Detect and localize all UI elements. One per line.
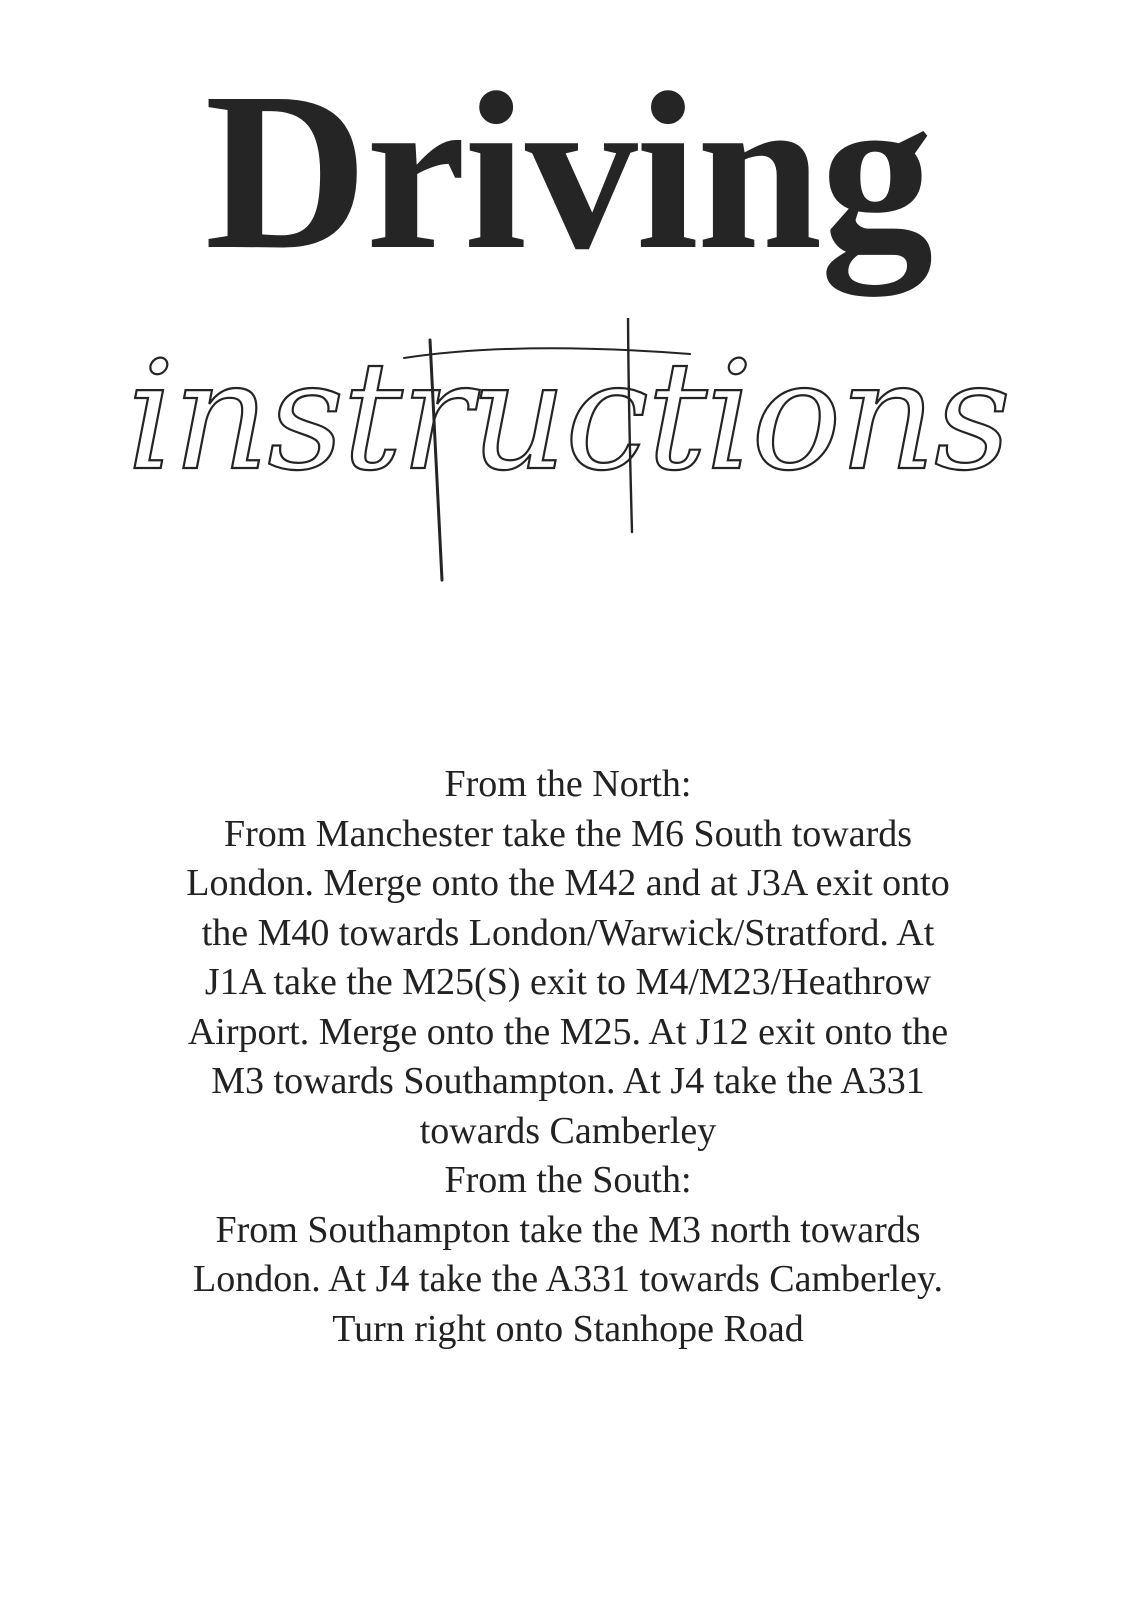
north-directions-line: From Manchester take the M6 South towards <box>223 812 913 855</box>
page-subtitle-script <box>0 318 1136 608</box>
north-heading: From the North: <box>444 763 692 805</box>
north-directions-line: M3 towards Southampton. At J4 take the A331 <box>211 1060 925 1102</box>
north-directions-line: the M40 towards London/Warwick/Stratford. At <box>201 911 935 954</box>
north-directions-line: London. Merge onto the M42 and at J3A exit onto <box>186 862 950 904</box>
script-subtitle-graphic <box>0 318 1136 608</box>
north-directions-line: J1A take the M25(S) exit to M4/M23/Heathrow <box>204 961 932 1003</box>
south-directions-line: From Southampton take the M3 north towards <box>215 1208 921 1251</box>
south-directions-line: London. At J4 take the A331 towards Camberley. <box>192 1258 944 1300</box>
north-directions-line: Airport. Merge onto the M25. At J12 exit onto the <box>187 1010 949 1053</box>
north-directions-line: towards Camberley <box>419 1109 717 1152</box>
south-directions-line: Turn right onto Stanhope Road <box>332 1307 804 1350</box>
page-title: Driving <box>204 46 932 296</box>
directions-text <box>120 760 1016 1354</box>
south-heading: From the South: <box>444 1159 692 1201</box>
script-subtitle-text: instructions <box>126 330 1010 504</box>
